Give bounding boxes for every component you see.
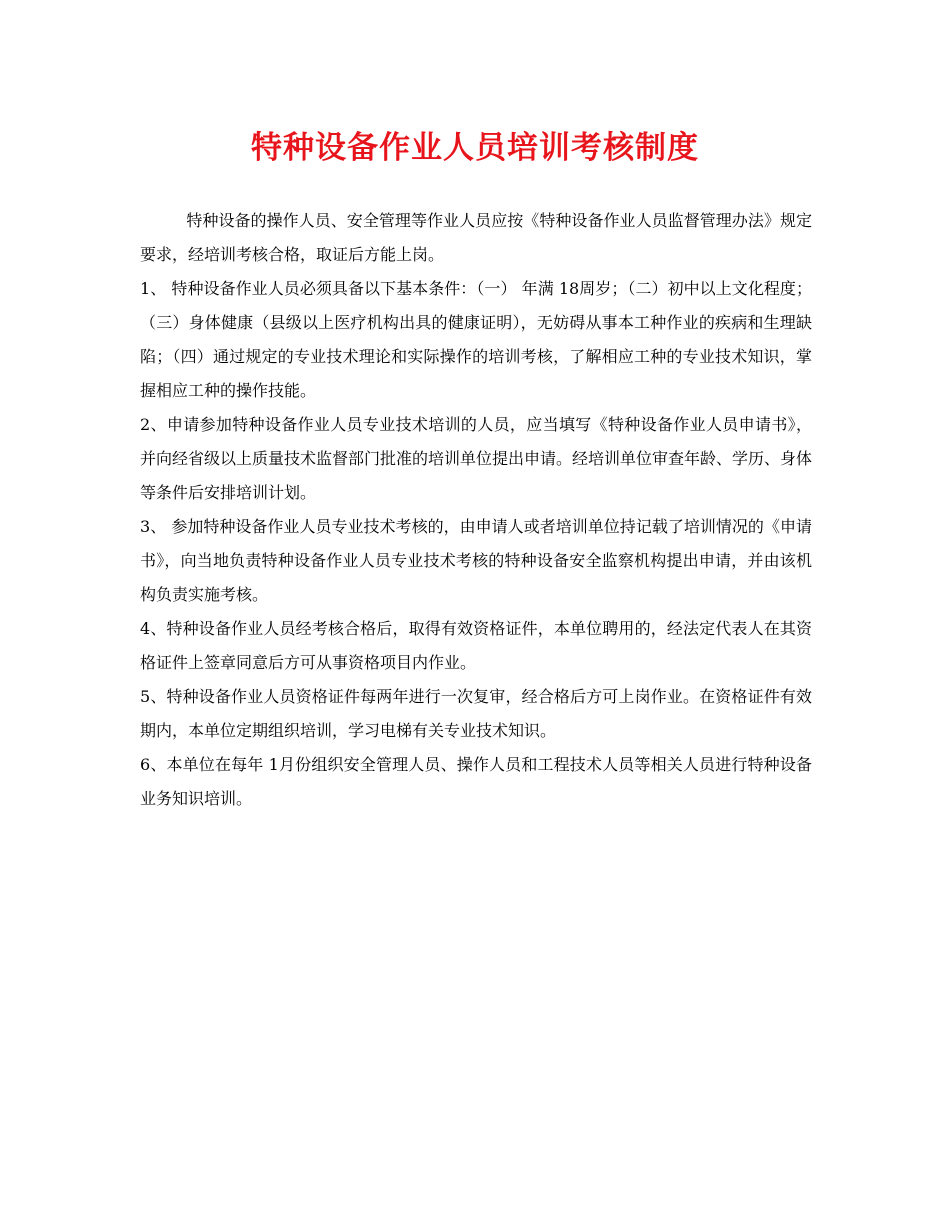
- clause-5-paragraph: 5、特种设备作业人员资格证件每两年进行一次复审，经合格后方可上岗作业。在资格证件有效期内，本单位定期组织培训，学习电梯有关专业技术知识。: [140, 687, 812, 740]
- clause-4-paragraph: 4、特种设备作业人员经考核合格后，取得有效资格证件，本单位聘用的，经法定代表人在其资格证件上签章同意后方可从事资格项目内作业。: [140, 619, 812, 672]
- intro-paragraph: 特种设备的操作人员、安全管理等作业人员应按《特种设备作业人员监督管理办法》规定要求，经培训考核合格，取证后方能上岗。: [140, 211, 812, 264]
- clause-1-paragraph: 1、 特种设备作业人员必须具备以下基本条件：（一） 年满 18周岁；（二）初中以上文化程度； （三）身体健康（县级以上医疗机构出具的健康证明），无妨碍从事本工种作业的疾病和生理缺陷；（四）通过规定的专业技术理论和实际操作的培训考核，了解相应工种的专业技术知识，掌握相应工种的操作技能。: [140, 279, 812, 400]
- clause-6-paragraph: 6、本单位在每年 1月份组织安全管理人员、操作人员和工程技术人员等相关人员进行特种设备业务知识培训。: [140, 755, 812, 808]
- document-body: [140, 204, 812, 816]
- document-title: 特种设备作业人员培训考核制度: [251, 130, 699, 166]
- clause-2-paragraph: 2、申请参加特种设备作业人员专业技术培训的人员，应当填写《特种设备作业人员申请书》，并向经省级以上质量技术监督部门批准的培训单位提出申请。经培训单位审查年龄、学历、身体等条件后安排培训计划。: [140, 415, 813, 502]
- clause-3-paragraph: 3、 参加特种设备作业人员专业技术考核的，由申请人或者培训单位持记载了培训情况的《申请书》，向当地负责特种设备作业人员专业技术考核的特种设备安全监察机构提出申请，并由该机构负责实施考核。: [140, 517, 812, 604]
